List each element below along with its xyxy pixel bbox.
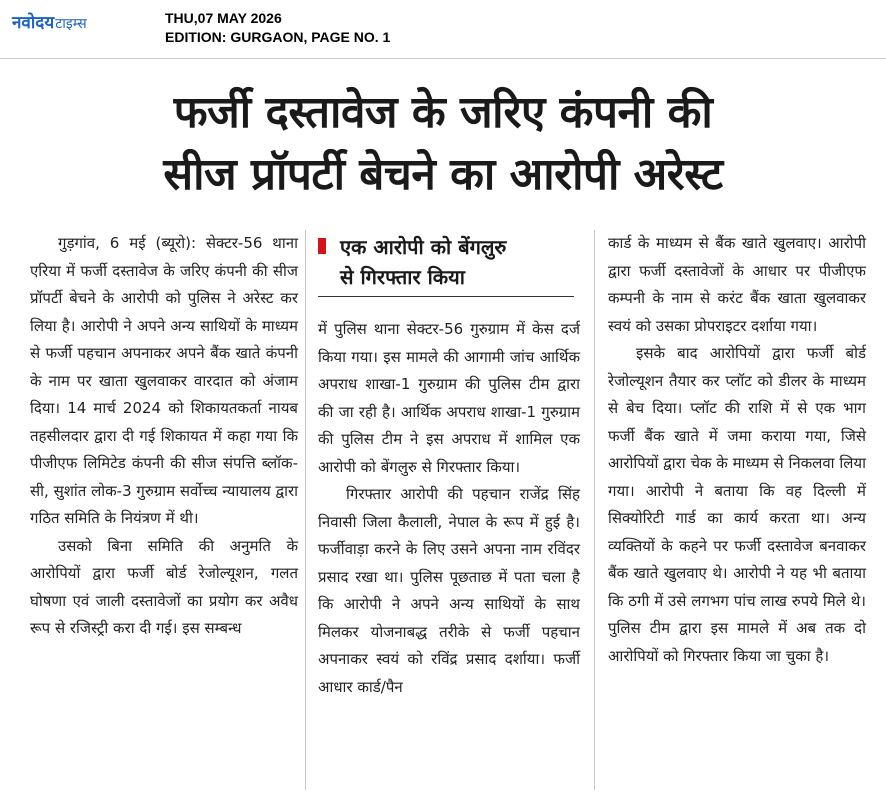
paragraph: गुड़गांव, 6 मई (ब्यूरो): सेक्टर-56 थाना एरिया में फर्जी दस्तावेज के जरिए कंपनी की सीज प्रॉपर्टी बेचने के आरोपी को पुलिस ने अरेस्ट कर लिया है। आरोपी ने अपने अन्य साथियों के माध्यम से फर्जी पहचान अपनाकर अपने बैंक खाते कंपनी के नाम पर खाता खुलवाकर वारदात को अंजाम दिया। 14 मार्च 2024 को शिकायतकर्ता नायब तहसीलदार द्वारा दी गई शिकायत में कहा गया कि पीजीएफ लिमिटेड कंपनी की सीज संपत्ति ब्लॉक-सी, सुशांत लोक-3 गुरुग्राम सर्वोच्च न्यायालय द्वारा गठित समिति के नियंत्रण में थी।	[30, 234, 298, 527]
paragraph: गिरफ्तार आरोपी की पहचान राजेंद्र सिंह निवासी जिला कैलाली, नेपाल के रूप में हुई है। फर्जीवाड़ा करने के लिए उसने अपना नाम रविंदर प्रसाद रखा था। पुलिस पूछताछ में पता चला है कि आरोपी ने अपने अन्य साथियों के साथ मिलकर योजनाबद्ध तरीके से फर्जी पहचान अपनाकर स्वयं को रविंद्र प्रसाद दर्शाया। फर्जी आधार कार्ड/पैन	[318, 485, 580, 696]
paragraph: कार्ड के माध्यम से बैंक खाते खुलवाए। आरोपी द्वारा फर्जी दस्तावेजों के आधार पर पीजीएफ कम्पनी के नाम से करंट बैंक खाता खुलवाकर स्वयं को उसका प्रोपराइटर दर्शाया गया।	[608, 234, 866, 335]
logo-main: नवोदय	[12, 13, 55, 33]
column-divider	[594, 230, 595, 790]
masthead-divider	[0, 58, 886, 59]
newspaper-logo[interactable]	[12, 10, 87, 33]
masthead	[0, 0, 886, 56]
article-column-2	[318, 316, 580, 701]
subheading	[318, 232, 574, 297]
article-column-1	[30, 230, 298, 643]
headline-line-2: सीज प्रॉपर्टी बेचने का आरोपी अरेस्ट	[163, 149, 723, 200]
paragraph: में पुलिस थाना सेक्टर-56 गुरुग्राम में केस दर्ज किया गया। इस मामले की आगामी जांच आर्थिक अपराध शाखा-1 गुरुग्राम की पुलिस टीम द्वारा की जा रही है। आर्थिक अपराध शाखा-1 गुरुग्राम की पुलिस टीम ने इस अपराध में शामिल एक आरोपी को बेंगलुरु से गिरफ्तार किया।	[318, 320, 580, 476]
edition-date: THU,07 MAY 2026	[165, 10, 282, 26]
edition-meta	[165, 9, 390, 47]
logo-sub: टाइम्स	[55, 16, 87, 32]
headline	[0, 82, 886, 206]
subhead-marker	[318, 238, 326, 254]
subhead-line-1: एक आरोपी को बेंगलुरु	[340, 235, 507, 259]
article-column-3	[608, 230, 866, 670]
column-divider	[305, 230, 306, 790]
subhead-line-2: से गिरफ्तार किया	[340, 265, 465, 289]
edition-info: EDITION: GURGAON, PAGE NO. 1	[165, 29, 391, 45]
headline-line-1: फर्जी दस्तावेज के जरिए कंपनी की	[173, 87, 713, 138]
paragraph: उसको बिना समिति की अनुमति के आरोपियों द्वारा फर्जी बोर्ड रेजोल्यूशन, गलत घोषणा एवं जाली दस्तावेजों का प्रयोग कर अवैध रूप से रजिस्ट्री करा दी गई। इस सम्बन्ध	[30, 536, 298, 637]
paragraph: इसके बाद आरोपियों द्वारा फर्जी बोर्ड रेजोल्यूशन तैयार कर प्लॉट को डीलर के माध्यम से बेच दिया। प्लॉट की राशि में से एक भाग फर्जी बैंक खाते में जमा कराया गया, जिसे आरोपियों द्वारा चेक के माध्यम से निकलवा लिया गया। आरोपी ने बताया कि वह दिल्ली में सिक्योरिटी गार्ड का कार्य करता था। अन्य व्यक्तियों के कहने पर फर्जी दस्तावेज बनवाकर बैंक खाते खुलवाए थे। आरोपी ने यह भी बताया कि ठगी में उसे लगभग पांच लाख रुपये मिले थे। पुलिस टीम द्वारा इस मामले में अब तक दो आरोपियों को गिरफ्तार किया जा चुका है।	[608, 344, 866, 665]
